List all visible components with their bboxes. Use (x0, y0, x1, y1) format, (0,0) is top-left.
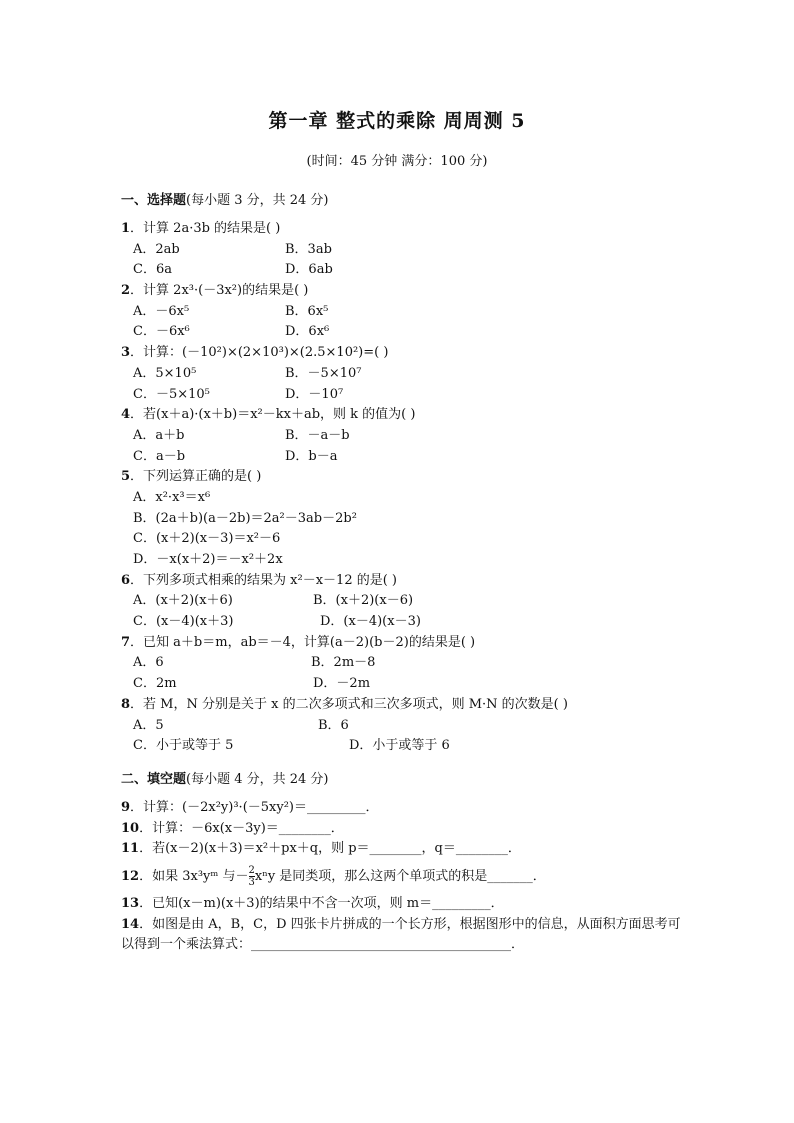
question-10 (121, 819, 681, 840)
options-row (121, 653, 681, 674)
exam-info: (时间：45 分钟 满分：100 分) (306, 154, 488, 169)
options-row (121, 550, 681, 571)
question-stem: ．计算：－6x(x－3y)＝________． (139, 820, 344, 836)
option-a[interactable]: A．5 (133, 717, 164, 733)
question-5 (121, 467, 681, 488)
question-7 (121, 633, 681, 654)
question-stem: ．若 M，N 分别是关于 x 的二次多项式和三次多项式，则 M·N 的次数是( ) (130, 696, 568, 712)
option-b[interactable]: B．(x＋2)(x－6) (313, 593, 414, 609)
option-d[interactable]: D．－x(x＋2)＝－x²＋2x (133, 552, 283, 567)
option-a[interactable]: A．a＋b (133, 427, 185, 443)
question-number: 13 (121, 895, 140, 911)
question-9 (121, 798, 681, 819)
option-c[interactable]: C．a－b (133, 448, 186, 464)
question-8 (121, 695, 681, 716)
question-number: 10 (121, 820, 140, 836)
option-a[interactable]: A．5×10⁵ (133, 365, 197, 381)
option-b[interactable]: B．(2a＋b)(a－2b)＝2a²－3ab－2b² (133, 510, 357, 526)
section-choice-label: 一、选择题 (121, 193, 187, 208)
question-14 (121, 915, 681, 956)
section-fill-scoring: (每小题 4 分，共 24 分) (186, 771, 329, 787)
question-number: 3 (121, 345, 131, 361)
option-c[interactable]: C．－5×10⁵ (133, 386, 210, 402)
question-stem: ．如图是由 A，B，C，D 四张卡片拼成的一个长方形，根据图形中的信息，从面积方面思考可以得到一个乘法算式：________________________________________． (121, 916, 681, 953)
option-d[interactable]: D．6ab (285, 262, 333, 278)
question-stem: ．已知(x－m)(x＋3)的结果中不含一次项，则 m＝_________． (139, 895, 504, 911)
options-row (121, 674, 681, 695)
option-a[interactable]: A．(x＋2)(x＋6) (133, 593, 233, 609)
option-b[interactable]: B．2m－8 (311, 655, 376, 671)
option-c[interactable]: C．6a (133, 262, 172, 278)
question-11 (121, 839, 681, 860)
question-number: 1 (121, 221, 131, 236)
question-stem: ．下列多项式相乘的结果为 x²－x－12 的是( ) (130, 572, 398, 588)
page-title: 第一章 整式的乘除 周周测 5 (268, 110, 526, 132)
question-stem-part: xⁿy 是同类项，那么这两个单项式的积是_______． (254, 868, 546, 884)
question-stem: ．计算 2a·3b 的结果是( ) (130, 221, 281, 236)
exam-content (121, 190, 681, 956)
option-d[interactable]: D．小于或等于 6 (349, 738, 450, 754)
option-c[interactable]: C．－6x⁶ (133, 324, 190, 340)
section-fill-heading (121, 769, 681, 790)
question-number: 8 (121, 696, 131, 712)
option-d[interactable]: D．－2m (313, 676, 371, 692)
section-choice-heading (121, 190, 681, 211)
option-d[interactable]: D．－10⁷ (285, 386, 344, 402)
options-row (121, 426, 681, 447)
option-c[interactable]: C．(x＋2)(x－3)＝x²－6 (133, 531, 281, 547)
fraction-numerator: 2 (248, 864, 255, 876)
option-a[interactable]: A．6 (133, 655, 164, 671)
option-d[interactable]: D．(x－4)(x－3) (320, 614, 421, 630)
question-12 (121, 860, 681, 894)
question-2 (121, 281, 681, 302)
question-number: 9 (121, 799, 131, 815)
option-c[interactable]: C．(x－4)(x＋3) (133, 614, 234, 630)
options-row (121, 260, 681, 281)
options-row (121, 385, 681, 406)
question-stem: ．下列运算正确的是( ) (130, 469, 262, 485)
options-row (121, 716, 681, 737)
options-row (121, 322, 681, 343)
option-a[interactable]: A．x²·x³＝x⁶ (133, 489, 211, 505)
options-row (121, 736, 681, 757)
question-number: 6 (121, 572, 131, 588)
section-choice-scoring: (每小题 3 分，共 24 分) (186, 193, 329, 208)
options-row (121, 612, 681, 633)
option-c[interactable]: C．2m (133, 676, 177, 692)
option-d[interactable]: D．6x⁶ (285, 324, 330, 340)
question-number: 2 (121, 283, 131, 299)
question-number: 11 (121, 841, 140, 857)
options-row (121, 302, 681, 323)
question-4 (121, 405, 681, 426)
options-row (121, 364, 681, 385)
option-b[interactable]: B．6 (318, 717, 349, 733)
question-number: 12 (121, 868, 140, 884)
option-a[interactable]: A．－6x⁵ (133, 303, 190, 319)
option-d[interactable]: D．b－a (285, 448, 338, 464)
options-row (121, 529, 681, 550)
options-row (121, 447, 681, 468)
question-6 (121, 571, 681, 592)
question-number: 4 (121, 407, 131, 423)
option-c[interactable]: C．小于或等于 5 (133, 738, 234, 754)
options-row (121, 240, 681, 261)
question-3 (121, 343, 681, 364)
question-number: 7 (121, 634, 131, 650)
fraction-denominator: 3 (248, 876, 255, 888)
question-stem: ．计算：(－10²)×(2×10³)×(2.5×10²)=( ) (130, 345, 389, 361)
question-stem: ．已知 a＋b＝m，ab＝－4，计算(a－2)(b－2)的结果是( ) (130, 634, 476, 650)
options-row (121, 488, 681, 509)
question-number: 5 (121, 469, 131, 485)
options-row (121, 509, 681, 530)
question-stem: ．若(x－2)(x＋3)＝x²＋px＋q，则 p＝________，q＝________． (139, 841, 521, 857)
question-1 (121, 219, 681, 240)
option-b[interactable]: B．－5×10⁷ (285, 365, 362, 381)
question-13 (121, 894, 681, 915)
option-b[interactable]: B．6x⁵ (285, 303, 329, 319)
question-stem: ．若(x＋a)·(x＋b)＝x²－kx＋ab，则 k 的值为( ) (130, 407, 416, 423)
question-stem-part: ．如果 3x³yᵐ 与－ (139, 868, 249, 884)
question-stem: ．计算 2x³·(－3x²)的结果是( ) (130, 283, 309, 299)
option-a[interactable]: A．2ab (133, 241, 180, 257)
option-b[interactable]: B．3ab (285, 241, 332, 257)
question-number: 14 (121, 916, 140, 932)
section-fill-label: 二、填空题 (121, 771, 187, 787)
options-row (121, 591, 681, 612)
question-stem: ．计算：(－2x²y)³·(－5xy²)＝_________． (130, 799, 379, 815)
option-b[interactable]: B．－a－b (285, 427, 350, 443)
